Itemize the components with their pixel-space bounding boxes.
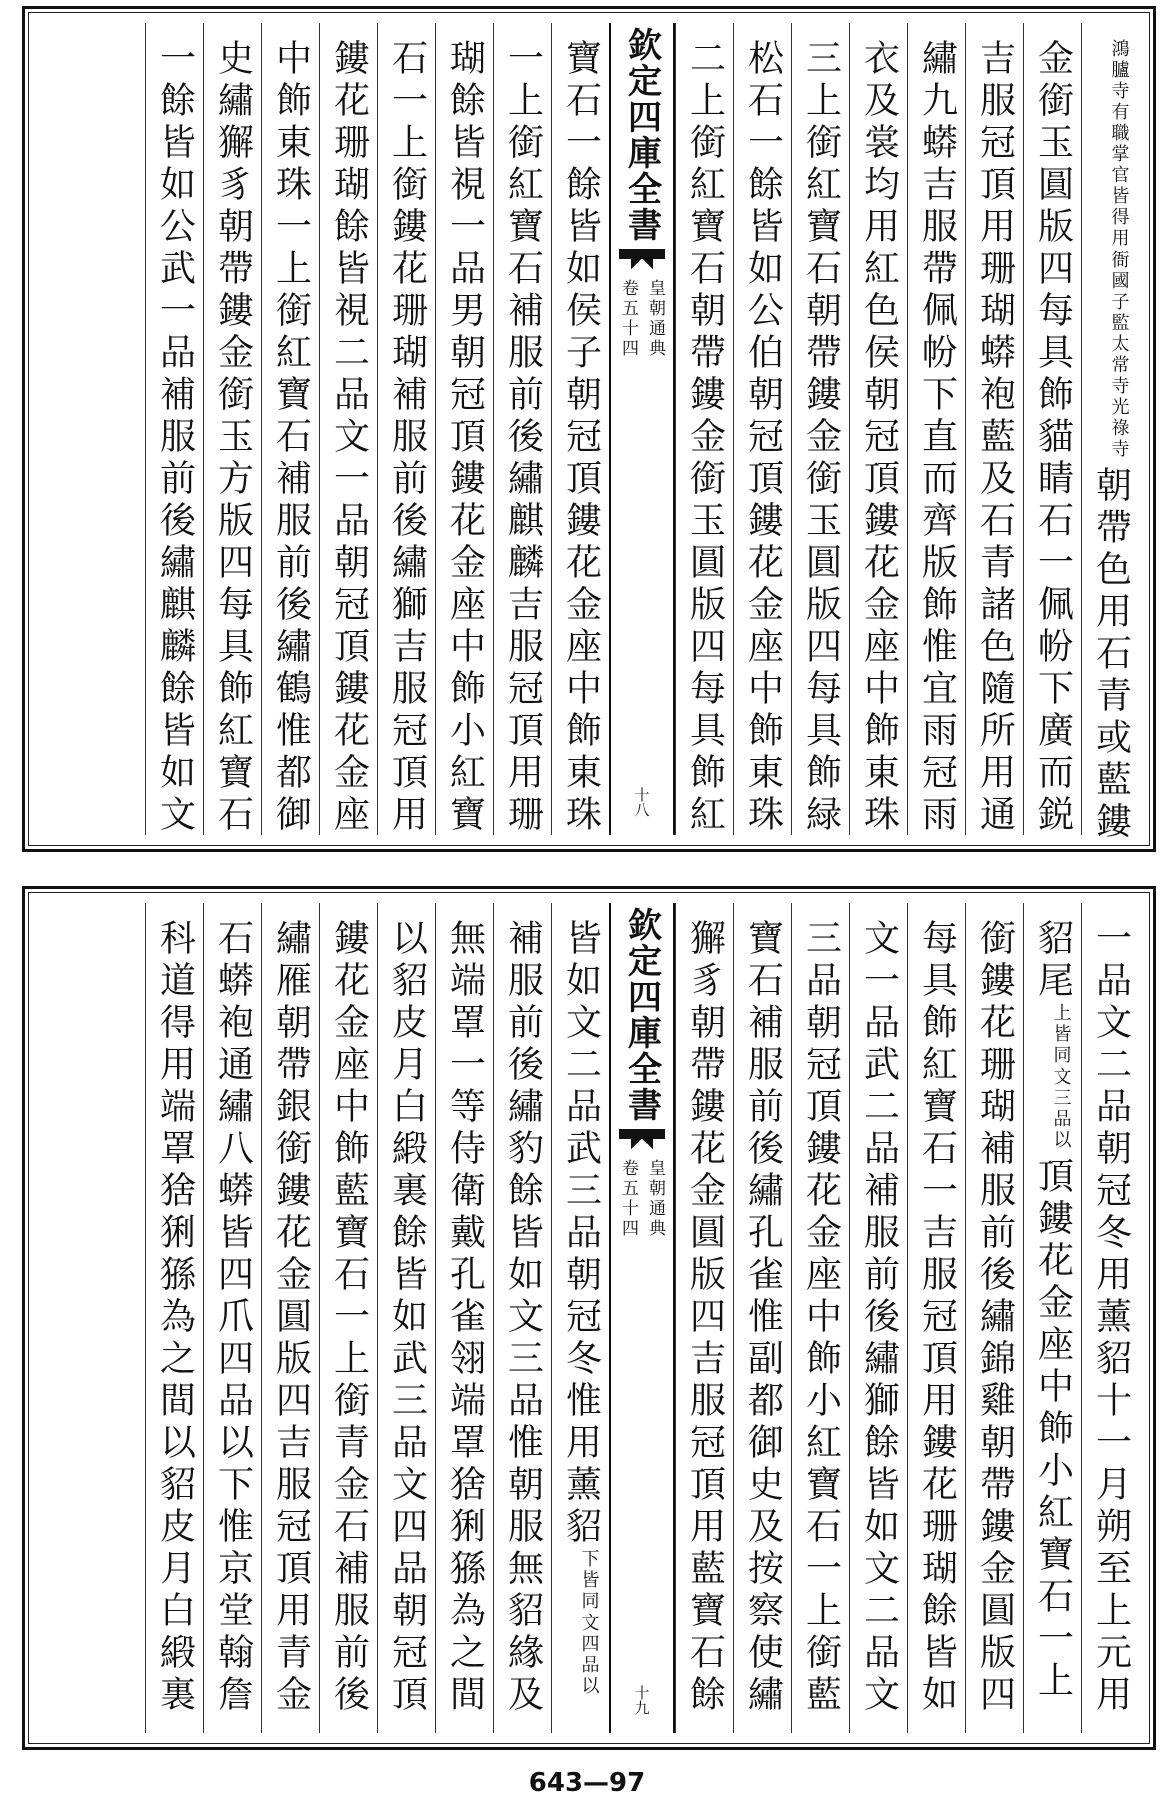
- text-column: [551, 23, 609, 835]
- text-column: [791, 903, 849, 1733]
- folio-number: 十八: [632, 787, 651, 817]
- bottom-page-frame: [22, 886, 1156, 1750]
- column-text: 石一上銜鏤花珊瑚補服前後繡獅吉服冠頂用: [386, 39, 428, 837]
- text-column: [1023, 903, 1081, 1733]
- column-text-tail: 朝帶色用石青或藍鏤: [1090, 466, 1132, 844]
- column-text: 一上銜紅寶石補服前後繡麒麟吉服冠頂用珊: [502, 39, 544, 837]
- text-column: [675, 903, 733, 1733]
- text-column: [435, 23, 493, 835]
- interlinear-note: [1109, 39, 1129, 460]
- note-line: 鴻臚寺有職掌官皆得用: [1108, 39, 1130, 249]
- column-text: 瑚餘皆視一品男朝冠頂鏤花金座中飾小紅寶: [444, 39, 486, 837]
- note-line: 文四品以: [578, 1613, 600, 1697]
- interlinear-note: [1051, 1003, 1071, 1151]
- text-column: [1081, 23, 1139, 844]
- text-column: [261, 23, 319, 835]
- text-column: [435, 903, 493, 1733]
- interlinear-note: [579, 1549, 599, 1697]
- top-page: [0, 0, 1174, 860]
- column-text: 科道得用端罩猞猁猻為之間以貂皮月白緞裏: [154, 919, 196, 1717]
- text-column: [319, 23, 377, 835]
- note-line: 衙國子監太常寺光祿寺: [1108, 250, 1130, 460]
- text-column: [1081, 903, 1139, 1733]
- text-column: [203, 23, 261, 835]
- top-page-frame: [22, 6, 1156, 852]
- column-text: 三上銜紅寶石朝帶鏤金銜玉圓版四每具飾緑: [800, 39, 842, 837]
- column-text: 補服前後繡豹餘皆如文三品惟朝服無貂緣及: [502, 919, 544, 1717]
- column-text: 寶石補服前後繡孔雀惟副都御史及按察使繡: [742, 919, 784, 1717]
- text-column: [965, 903, 1023, 1733]
- column-text: 金銜玉圓版四每具飾貓睛石一佩帉下廣而鋭: [1032, 39, 1074, 837]
- text-column: [1023, 23, 1081, 835]
- column-text: 三品朝冠頂鏤花金座中飾小紅寶石一上銜藍: [800, 919, 842, 1717]
- text-column: [733, 903, 791, 1733]
- note-line: 上皆同: [1050, 1003, 1072, 1066]
- column-text: 繡雁朝帶銀銜鏤花金圓版四吉服冠頂用青金: [270, 919, 312, 1717]
- book-info: [616, 279, 668, 359]
- bottom-page: [0, 880, 1174, 1760]
- column-text: 銜鏤花珊瑚補服前後繡錦雞朝帶鏤金圓版四: [974, 919, 1016, 1717]
- volume-number: 卷五十四: [618, 1159, 638, 1239]
- column-text: 二上銜紅寶石朝帶鏤金銜玉圓版四每具飾紅: [684, 39, 726, 837]
- fish-tail-mark: [619, 1129, 665, 1151]
- book-info: [616, 1159, 668, 1239]
- column-text: 無端罩一等侍衛戴孔雀翎端罩猞猁猻為之間: [444, 919, 486, 1717]
- text-column: [319, 903, 377, 1733]
- book-name: 皇朝通典: [645, 1159, 665, 1239]
- text-column: [849, 23, 907, 835]
- center-fold-column: [609, 23, 675, 835]
- column-text: 吉服冠頂用珊瑚蟒袍藍及石青諸色隨所用通: [974, 39, 1016, 837]
- note-line: 文三品以: [1050, 1067, 1072, 1151]
- text-column: [493, 903, 551, 1733]
- column-text: 石蟒袍通繡八蟒皆四爪四品以下惟京堂翰詹: [212, 919, 254, 1717]
- text-column: [849, 903, 907, 1733]
- fish-tail-mark: [619, 249, 665, 271]
- text-column: [791, 23, 849, 835]
- text-column: [907, 23, 965, 835]
- folio-number: 十九: [632, 1685, 651, 1715]
- column-text: 中飾東珠一上銜紅寶石補服前後繡鶴惟都御: [270, 39, 312, 837]
- note-line: 下皆同: [578, 1549, 600, 1612]
- column-text: 每具飾紅寶石一吉服冠頂用鏤花珊瑚餘皆如: [916, 919, 958, 1717]
- column-text: 繡九蟒吉服帶佩帉下直而齊版飾惟宜雨冠雨: [916, 39, 958, 837]
- collection-title: 欽定四庫全書: [621, 907, 662, 1123]
- text-column: [551, 903, 609, 1733]
- top-page-columns: [39, 23, 1139, 844]
- column-text: 一餘皆如公武一品補服前後繡麒麟餘皆如文: [154, 39, 196, 837]
- text-column: [261, 903, 319, 1733]
- text-column: [965, 23, 1023, 835]
- column-text-head: 皆如文二品武三品朝冠冬惟用薰貂: [560, 919, 602, 1549]
- column-text: 寶石一餘皆如侯子朝冠頂鏤花金座中飾東珠: [560, 39, 602, 837]
- column-text: 史繡獬豸朝帶鏤金銜玉方版四每具飾紅寶石: [212, 39, 254, 837]
- column-text: 一品文二品朝冠冬用薰貂十一月朔至上元用: [1090, 919, 1132, 1717]
- column-text: 文一品武二品補服前後繡獅餘皆如文二品文: [858, 919, 900, 1717]
- column-text: 獬豸朝帶鏤花金圓版四吉服冠頂用藍寶石餘: [684, 919, 726, 1717]
- bottom-page-columns: [39, 903, 1139, 1733]
- volume-number: 卷五十四: [618, 279, 638, 359]
- text-column: [145, 23, 203, 835]
- column-text: 松石一餘皆如公伯朝冠頂鏤花金座中飾東珠: [742, 39, 784, 837]
- book-name: 皇朝通典: [645, 279, 665, 359]
- text-column: [203, 903, 261, 1733]
- column-text-head: 貂尾: [1032, 919, 1074, 1003]
- column-text-tail: 頂鏤花金座中飾小紅寶石一上: [1032, 1157, 1074, 1703]
- text-column: [733, 23, 791, 835]
- text-column: [377, 903, 435, 1733]
- text-column: [493, 23, 551, 835]
- text-column: [145, 903, 203, 1733]
- column-text: [1090, 23, 1132, 844]
- column-text: 以貂皮月白緞裏餘皆如武三品文四品朝冠頂: [386, 919, 428, 1717]
- center-fold-column: [609, 903, 675, 1733]
- text-column: [907, 903, 965, 1733]
- column-text: [1032, 903, 1074, 1733]
- collection-title: 欽定四庫全書: [621, 27, 662, 243]
- column-text: 鏤花金座中飾藍寶石一上銜青金石補服前後: [328, 919, 370, 1717]
- column-text: 鏤花珊瑚餘皆視二品文一品朝冠頂鏤花金座: [328, 39, 370, 837]
- column-text: [560, 903, 602, 1733]
- page-number: 643—97: [528, 1768, 646, 1798]
- column-text: 衣及裳均用紅色侯朝冠頂鏤花金座中飾東珠: [858, 39, 900, 837]
- text-column: [377, 23, 435, 835]
- text-column: [675, 23, 733, 835]
